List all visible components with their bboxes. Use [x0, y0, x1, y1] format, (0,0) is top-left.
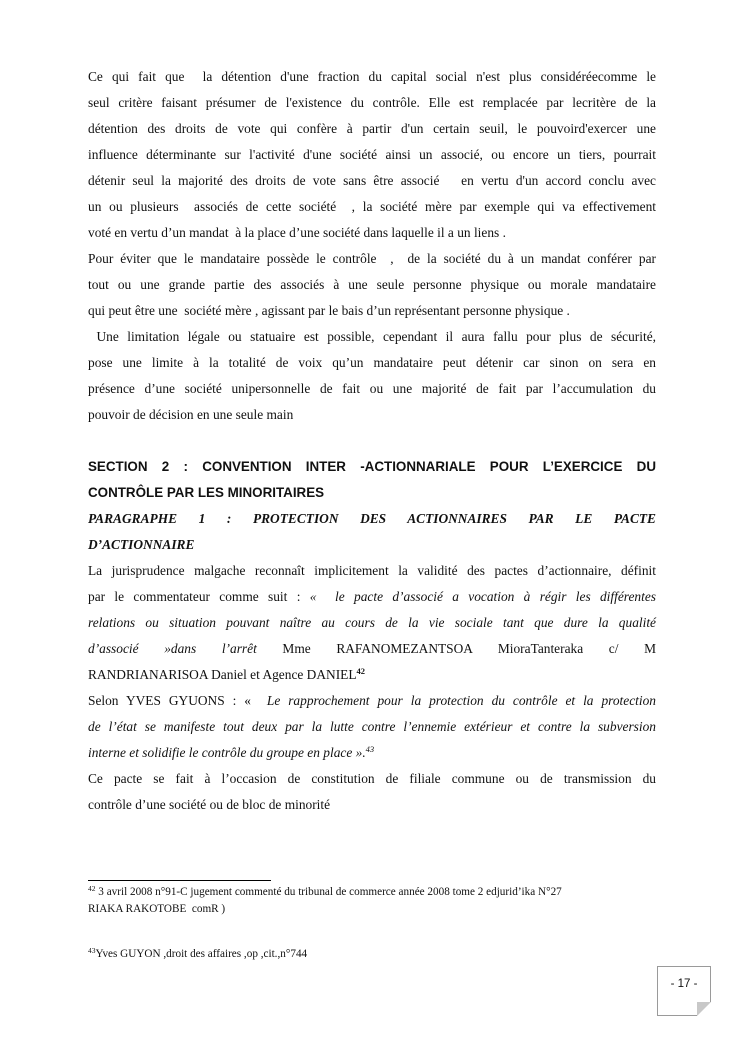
paragraph-guyon-quote	[88, 688, 656, 766]
quote-italic: Le rapprochement pour la protection du contrôle et la protection	[266, 693, 656, 708]
text-line: Ce pacte se fait à l’occasion de constitution de filiale commune ou de transmission du	[88, 771, 656, 786]
footnote-line	[88, 884, 658, 901]
footnote-line	[88, 946, 658, 963]
footnote-text: Yves GUYON ,droit des affaires ,op ,cit.,n°744	[95, 948, 308, 960]
footnote-42	[88, 884, 658, 918]
page-number-box	[657, 966, 711, 1016]
footnote-separator	[88, 880, 271, 881]
text-line: Une limitation légale ou statuaire est possible, cependant il aura fallu pour plus de sécurité,	[88, 329, 656, 344]
text-line: détenir seul la majorité des droits de vote sans être associé en vertu d'un accord conclu avec	[88, 173, 656, 188]
quote-italic: « le pacte d’associé a vocation à régir les différentes	[309, 589, 657, 604]
text-line: pouvoir de décision en une seule main	[88, 407, 294, 422]
paragraph-limitation	[88, 324, 656, 428]
text-line: seul critère faisant présumer de l'existence du contrôle. Elle est remplacée par lecritère de la	[88, 95, 656, 110]
text-line: La jurisprudence malgache reconnaît implicitement la validité des pactes d’actionnaire, définit	[88, 563, 656, 578]
text-line	[88, 688, 656, 714]
text-line: un ou plusieurs associés de cette société , la société mère par exemple qui va effectivement	[88, 199, 656, 214]
page-corner-fold	[697, 1002, 711, 1016]
text-normal: Selon YVES GYUONS : «	[88, 693, 267, 708]
text-line: contrôle d’une société ou de bloc de minorité	[88, 797, 331, 812]
paragraph-pacte	[88, 766, 656, 818]
heading-line: CONTRÔLE PAR LES MINORITAIRES	[88, 485, 325, 500]
paragraph-jurisprudence	[88, 558, 656, 688]
text-line: influence déterminante sur l'activité d'une société ainsi un associé, ou encore un tiers, pourrait	[88, 147, 656, 162]
text-line: Pour éviter que le mandataire possède le contrôle , de la société du à un mandat conférer par	[88, 251, 656, 266]
text-line: présence d’une société unipersonnelle de fait ou une majorité de fait par l’accumulation du	[88, 381, 656, 396]
text-line: voté en vertu d’un mandat à la place d’une société dans laquelle il a un liens .	[88, 225, 506, 240]
text-line: pose une limite à la totalité de voix qu’un mandataire peut détenir car sinon on sera en	[88, 355, 656, 370]
quote-line: de l’état se manifeste tout deux par la lutte contre l’ennemie extérieur et contre la subversion	[88, 719, 656, 734]
footnote-number: 42	[88, 884, 96, 893]
text-line: Ce qui fait que la détention d'une fraction du capital social n'est plus considéréecomme le	[88, 69, 656, 84]
quote-italic: interne et solidifie le contrôle du groupe en place ».	[88, 745, 366, 760]
section-heading	[88, 454, 656, 506]
text-line	[88, 662, 656, 688]
text-line: qui peut être une société mère , agissant par le bais d’un représentant personne physique .	[88, 303, 570, 318]
footnote-number: 43	[88, 946, 96, 955]
quote-line: relations ou situation pouvant naître au cours de la vie sociale tant que dure la qualité	[88, 615, 656, 630]
footnote-43	[88, 946, 658, 963]
page-number: - 17 -	[670, 978, 698, 990]
quote-line	[88, 740, 656, 766]
quote-italic: d’associé »dans l’arrêt	[88, 641, 257, 656]
paragraph-mandataire	[88, 246, 656, 324]
text-line: tout ou une grande partie des associés à une seule personne physique ou morale mandataire	[88, 277, 656, 292]
text-normal: par le commentateur comme suit :	[88, 589, 310, 604]
paragraph-heading	[88, 506, 656, 558]
text-normal: Mme RAFANOMEZANTSOA MioraTanteraka c/ M	[256, 641, 656, 656]
footnote-ref-43[interactable]: 43	[365, 744, 375, 754]
text-line: détention des droits de vote qui confère à partir d'un certain seuil, le pouvoird'exercer une	[88, 121, 656, 136]
footnote-text: 3 avril 2008 n°91-C jugement commenté du tribunal de commerce année 2008 tome 2 edjurid’ika N°27	[95, 886, 562, 898]
text-line	[88, 636, 656, 662]
text-line	[88, 584, 656, 610]
heading-line: PARAGRAPHE 1 : PROTECTION DES ACTIONNAIRES PAR LE PACTE	[88, 511, 656, 526]
paragraph-control-definition	[88, 64, 656, 246]
footnote-ref-42[interactable]: 42	[356, 666, 366, 676]
heading-line: D’ACTIONNAIRE	[88, 537, 195, 552]
footnote-line: RIAKA RAKOTOBE comR )	[88, 903, 226, 915]
text-normal: RANDRIANARISOA Daniel et Agence DANIEL	[88, 667, 357, 682]
document-body	[88, 64, 656, 818]
heading-line: SECTION 2 : CONVENTION INTER -ACTIONNARIALE POUR L’EXERCICE DU	[88, 459, 656, 474]
